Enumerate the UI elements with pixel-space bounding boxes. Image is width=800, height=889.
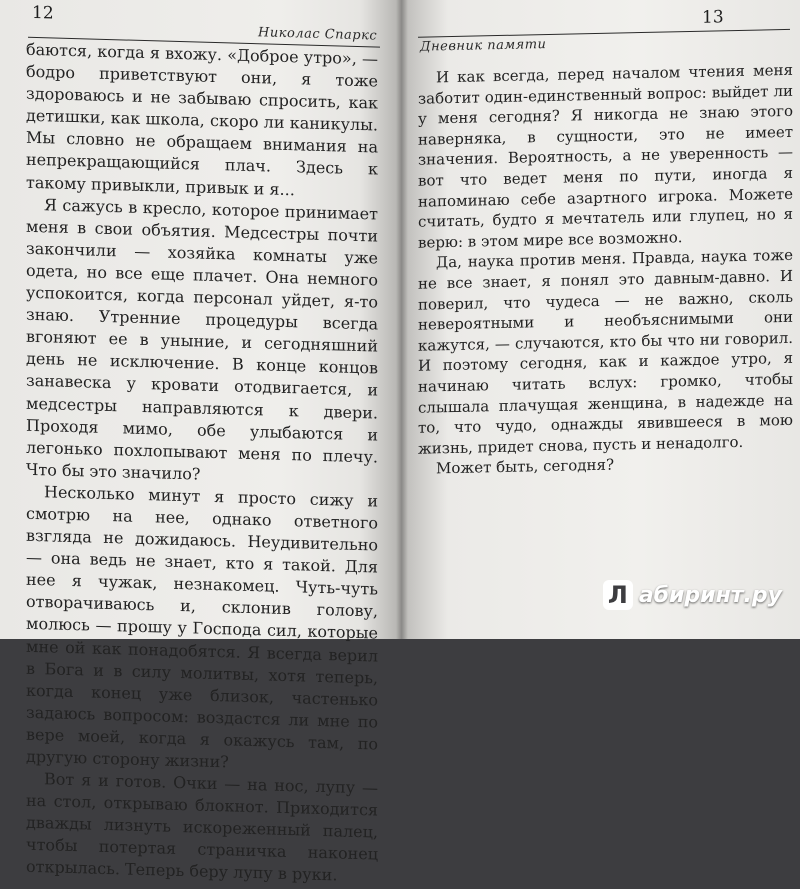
left-page <box>0 0 396 885</box>
paragraph: И как всегда, перед началом чтения меня заботит один-единственный вопрос: выйдет ли у меня сегодня? Я никогда не знаю этого наверняка, в сущности, это не имеет значения. Вероятность, а не уверенность — вот что ведет меня по пути, иногда я напоминаю себе азартного игрока. Можете считать, будто я мечтатель или глупец, но я верю: в этом мире все возможно. <box>418 60 793 252</box>
left-running-head: Николас Спаркс <box>258 25 378 44</box>
left-page-text <box>26 39 378 888</box>
labirint-logo-icon: Л <box>603 580 633 610</box>
right-header-rule <box>418 29 790 38</box>
right-running-head: Дневник памяти <box>420 37 547 55</box>
paragraph: баются, когда я вхожу. «Доброе утро», — бодро приветствуют они, я тоже здороваюсь и не забываю спросить, как детишки, как школа, скоро ли каникулы. Мы словно не обращаем внимания на непрекращающийся плач. Здесь к такому привыкли, привык и я... <box>26 39 378 199</box>
paragraph: Да, наука против меня. Правда, наука тоже не все знает, я понял это давным-давно. И поверил, что чудеса — не важно, сколь невероятными и необъяснимыми они кажутся, — случаются, кто бы что ни говорил. И поэтому сегодня, как и каждое утро, я начинаю читать вслух: громко, чтобы слышала плачущая женщина, в надежде на то, что чудо, однажды явившееся в мою жизнь, придет снова, пусть и ненадолго. <box>418 246 793 458</box>
paragraph: Несколько минут я просто сижу и смотрю на нее, однако ответного взгляда не дожидаюсь. Неудивительно — она ведь не знает, кто я такой. Для нее я чужак, незнакомец. Чуть-чуть отворачиваюсь и, склонив голову, молюсь — прошу у Господа сил, которые мне ой как понадобятся. Я всегда верил в Бога и в силу молитвы, хотя теперь, когда конец уже близок, частенько задаюсь вопросом: воздастся ли мне по вере моей, когда я окажусь там, по другую сторону жизни? <box>26 482 378 772</box>
right-page <box>404 0 800 639</box>
labirint-watermark <box>603 577 782 613</box>
paragraph: Я сажусь в кресло, которое принимает меня в свои объятия. Медсестры почти закончили — хозяйка комнаты уже одета, но все еще плачет. Она немного успокоится, когда персонал уйдет, я-то знаю. Утренние процедуры всегда вгоняют ее в уныние, и сегодняшний день не исключение. В конце концов занавеска у кровати отодвигается, и медсестры направляются к двери. Проходя мимо, обе улыбаются и легонько похлопывают меня по плечу. Что бы это значило? <box>26 194 378 484</box>
paragraph: Может быть, сегодня? <box>436 455 615 478</box>
watermark-text: абиринт.ру <box>638 582 782 608</box>
paragraph: Вот я и готов. Очки — на нос, лупу — на стол, открываю блокнот. Приходится дважды лизнуть искореженный палец, чтобы потертая страничка наконец открылась. Теперь беру лупу в руки. <box>26 769 378 885</box>
right-page-text <box>418 60 793 480</box>
right-page-number: 13 <box>702 7 724 28</box>
left-page-number: 12 <box>32 2 54 24</box>
